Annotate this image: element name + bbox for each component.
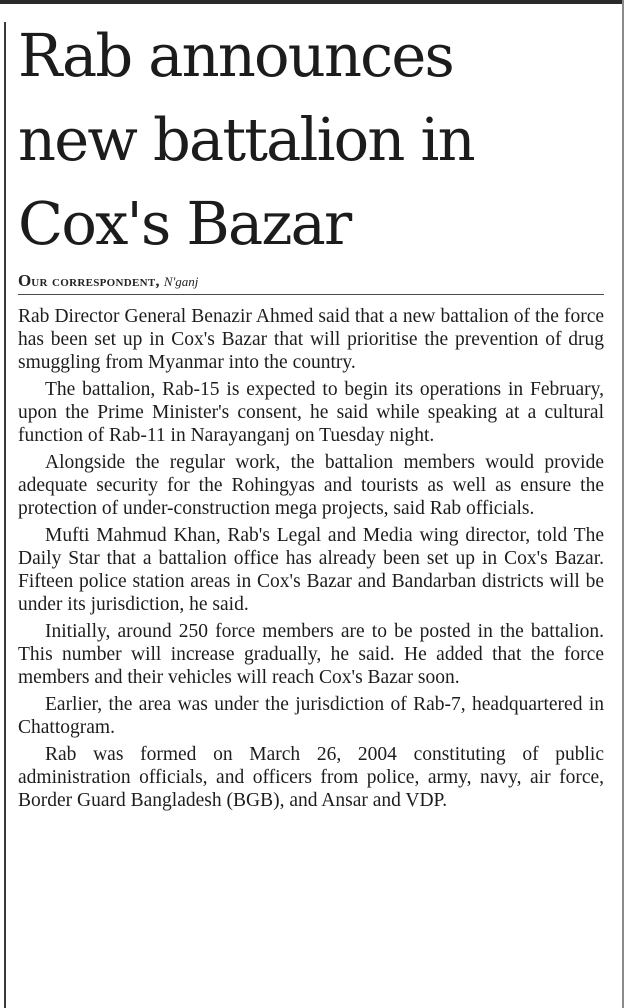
byline-location: N'ganj: [163, 274, 199, 289]
byline-divider: [18, 294, 604, 295]
paragraph: Alongside the regular work, the battalion members would provide adequate security for the Rohingyas and tourists as well as ensure the protection of under-construction mega projects, said Rab officials.: [18, 452, 604, 519]
paragraph: Rab was formed on March 26, 2004 constituting of public administration officials, and officers from police, army, navy, air force, Border Guard Bangladesh (BGB), and Ansar and VDP.: [18, 744, 604, 811]
byline-label: ur correspondent,: [31, 273, 160, 290]
headline-line: Cox's Bazar: [18, 189, 351, 258]
headline-line: new battalion in: [18, 105, 474, 174]
paragraph: Earlier, the area was under the jurisdiction of Rab-7, headquartered in Chattogram.: [18, 694, 604, 738]
paragraph: Mufti Mahmud Khan, Rab's Legal and Media wing director, told The Daily Star that a battalion office has already been set up in Cox's Bazar. Fifteen police station areas in Cox's Bazar and Bandarban districts will be under its jurisdiction, he said.: [18, 525, 604, 615]
paragraph: Rab Director General Benazir Ahmed said that a new battalion of the force has been set up in Cox's Bazar that will prioritise the prevention of drug smuggling from Myanmar into the country.: [18, 306, 604, 373]
top-border-rule: [0, 0, 624, 4]
headline: [18, 14, 610, 266]
paragraph: Initially, around 250 force members are to be posted in the battalion. This number will increase gradually, he said. He added that the force members and their vehicles will reach Cox's Bazar soon.: [18, 621, 604, 688]
paragraph: The battalion, Rab-15 is expected to begin its operations in February, upon the Prime Minister's consent, he said while speaking at a cultural function of Rab-11 in Narayanganj on Tuesday night.: [18, 379, 604, 446]
news-article: [18, 14, 610, 816]
byline: [18, 271, 610, 291]
left-column-rule: [4, 22, 6, 1008]
byline-initial: O: [18, 271, 32, 290]
headline-line: Rab announces: [18, 21, 454, 90]
article-body: [18, 305, 604, 812]
